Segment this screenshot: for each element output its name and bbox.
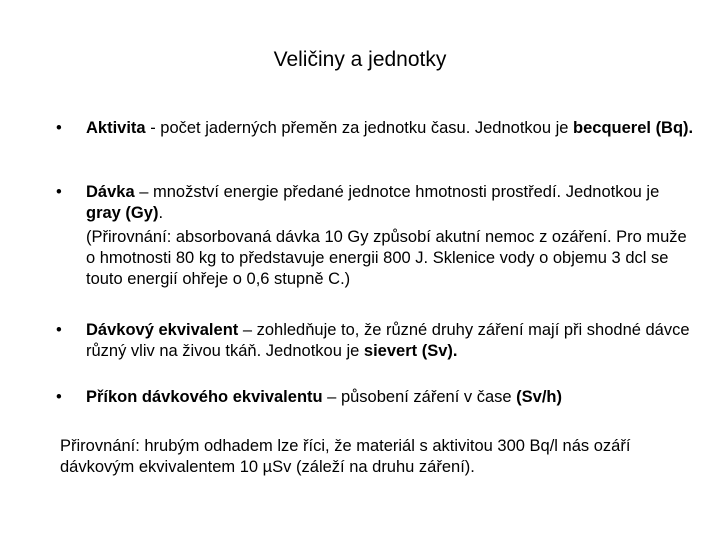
unit: sievert (Sv). — [363, 342, 458, 360]
list-item-text — [86, 387, 696, 408]
definition: - počet jaderných přeměn za jednotku času. Jednotkou je — [145, 119, 574, 137]
definition: – zohledňuje to, že různé druhy záření mají při shodné dávce různý vliv na živou tkáň. Jednotkou je — [86, 321, 690, 360]
term: Dávka — [86, 183, 135, 201]
term: Aktivita — [86, 119, 146, 137]
bullet: • — [56, 119, 62, 137]
term: Dávkový ekvivalent — [86, 321, 239, 339]
unit: gray (Gy) — [86, 204, 159, 222]
list-item-text — [86, 182, 696, 290]
page-title: Veličiny a jednotky — [273, 48, 447, 71]
bullet: • — [56, 321, 62, 339]
definition: – množství energie předané jednotce hmotnosti prostředí. Jednotkou je — [134, 183, 660, 201]
bullet: • — [56, 388, 62, 406]
term: Příkon dávkového ekvivalentu — [86, 388, 323, 406]
unit: (Sv/h) — [516, 388, 562, 406]
definition: – působení záření v čase — [322, 388, 517, 406]
list-item-text — [86, 320, 696, 362]
unit: becquerel (Bq). — [573, 119, 694, 137]
period: . — [158, 204, 164, 222]
bullet: • — [56, 183, 62, 201]
list-item-text — [86, 118, 696, 139]
comparison-note: (Přirovnání: absorbovaná dávka 10 Gy způsobí akutní nemoc z ozáření. Pro muže o hmotnosti 80 kg to představuje energii 800 J. Sklenice vody o objemu 3 dcl se touto energií ohřeje o 0,6 stupně C.) — [86, 228, 687, 288]
footer-note: Přirovnání: hrubým odhadem lze říci, že materiál s aktivitou 300 Bq/l nás ozáří dávkovým ekvivalentem 10 µSv (záleží na druhu záření). — [60, 437, 631, 476]
